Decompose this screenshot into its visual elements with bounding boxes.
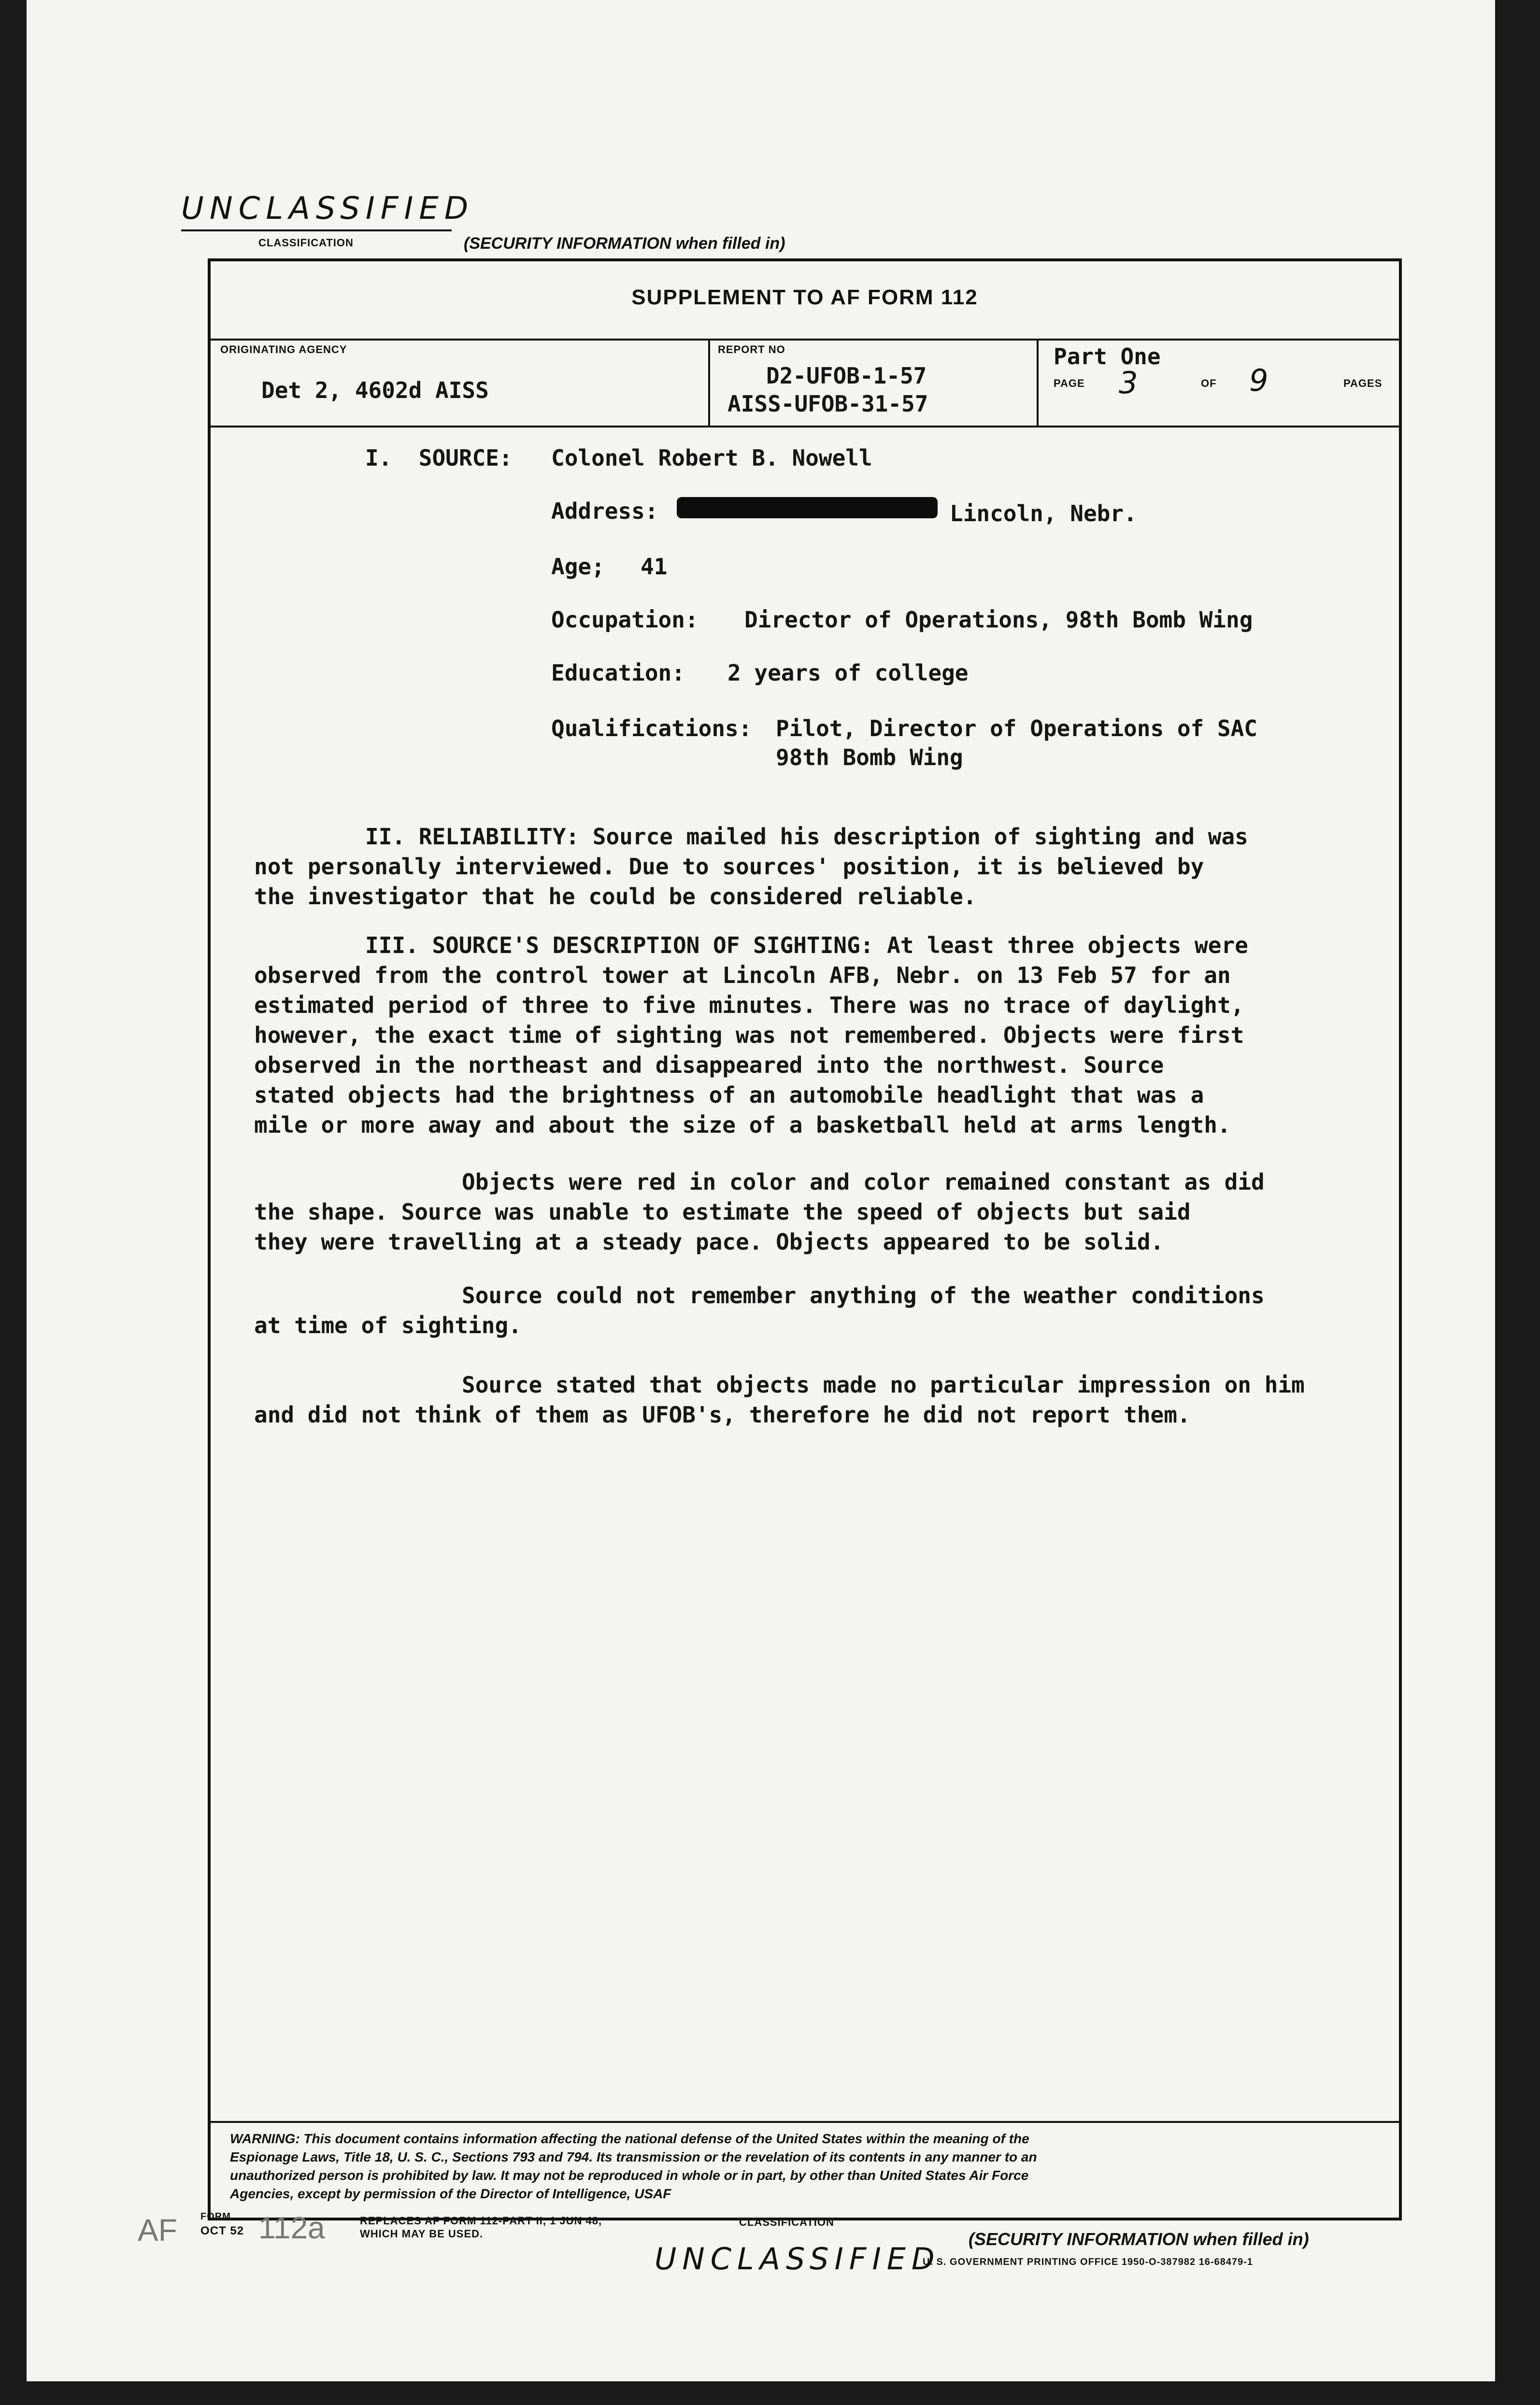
address-label: Address: — [551, 498, 658, 524]
security-note-top: (SECURITY INFORMATION when filled in) — [464, 234, 785, 253]
classification-label-top: CLASSIFICATION — [258, 237, 354, 249]
description-line: estimated period of three to five minutes. There was no trace of daylight, — [254, 992, 1244, 1018]
form-date: OCT 52 — [200, 2224, 244, 2237]
page-label: PAGE — [1054, 377, 1085, 389]
form-label: FORM — [200, 2211, 231, 2222]
qualifications-label: Qualifications: — [551, 715, 752, 741]
reliability-paragraph — [254, 822, 1248, 911]
report-no-label: REPORT NO — [718, 343, 785, 356]
warning-line: WARNING: This document contains information affecting the national defense of the United States within the meaning of the — [230, 2131, 1029, 2146]
age-value: 41 — [641, 554, 668, 580]
security-note-bottom: (SECURITY INFORMATION when filled in) — [969, 2229, 1309, 2249]
description-line: observed in the northeast and disappeared into the northwest. Source — [254, 1052, 1164, 1078]
description-line: at time of sighting. — [254, 1312, 522, 1338]
description-line: and did not think of them as UFOB's, therefore he did not report them. — [254, 1402, 1191, 1428]
description-line: observed from the control tower at Lincoln AFB, Nebr. on 13 Feb 57 for an — [254, 962, 1231, 988]
form-title: SUPPLEMENT TO AF FORM 112 — [631, 285, 978, 309]
description-paragraph-4 — [254, 1370, 1305, 1430]
occupation-label: Occupation: — [551, 607, 699, 633]
description-line: the shape. Source was unable to estimate the speed of objects but said — [254, 1199, 1191, 1225]
reliability-line-1: II. RELIABILITY: Source mailed his description of sighting and was — [365, 824, 1248, 850]
education-value: 2 years of college — [727, 660, 969, 686]
of-label: OF — [1201, 377, 1217, 389]
warning-line: Agencies, except by permission of the Director of Intelligence, USAF — [230, 2186, 671, 2201]
qualifications-line1: Pilot, Director of Operations of SAC — [776, 715, 1257, 741]
part-value: Part One — [1054, 343, 1161, 370]
page-number: 3 — [1119, 365, 1138, 400]
source-name: Colonel Robert B. Nowell — [551, 445, 872, 471]
originating-agency-label: ORIGINATING AGENCY — [220, 343, 347, 356]
address-city: Lincoln, Nebr. — [950, 500, 1137, 527]
description-paragraph-3 — [254, 1281, 1265, 1340]
description-line: Source stated that objects made no particular impression on him — [462, 1372, 1305, 1398]
replaces-line-2: WHICH MAY BE USED. — [360, 2228, 484, 2240]
reliability-line-2: not personally interviewed. Due to sources' position, it is believed by — [254, 854, 1204, 880]
form-number: 112a — [258, 2210, 325, 2245]
originating-agency-value: Det 2, 4602d AISS — [261, 377, 489, 403]
age-label: Age; — [551, 554, 605, 580]
gpo-imprint: U. S. GOVERNMENT PRINTING OFFICE 1950-O-387982 16-68479-1 — [923, 2257, 1253, 2267]
description-paragraph-1 — [254, 930, 1248, 1140]
handwritten-classification-bottom: UNCLASSIFIED — [655, 2241, 941, 2277]
document-page — [27, 0, 1495, 2381]
description-line: stated objects had the brightness of an automobile headlight that was a — [254, 1082, 1204, 1108]
description-line: however, the exact time of sighting was not remembered. Objects were first — [254, 1022, 1244, 1048]
form-prefix: AF — [138, 2213, 177, 2248]
report-no-line1: D2-UFOB-1-57 — [766, 363, 927, 389]
source-heading: I. SOURCE: — [365, 445, 513, 471]
warning-line: Espionage Laws, Title 18, U. S. C., Sections 793 and 794. Its transmission or the revelation of its contents in any manner to an — [230, 2149, 1037, 2164]
description-line: Source could not remember anything of the weather conditions — [462, 1282, 1265, 1309]
form-header-row — [211, 261, 1399, 341]
form-box — [208, 258, 1402, 2220]
form-info-row — [211, 339, 1399, 427]
description-paragraph-2 — [254, 1167, 1265, 1257]
replaces-line-1: REPLACES AF FORM 112-PART II, 1 JUN 48, — [360, 2215, 602, 2227]
description-line: they were travelling at a steady pace. Objects appeared to be solid. — [254, 1229, 1164, 1255]
occupation-value: Director of Operations, 98th Bomb Wing — [744, 607, 1253, 633]
report-no-line2: AISS-UFOB-31-57 — [727, 391, 928, 417]
warning-line: unauthorized person is prohibited by law. It may not be reproduced in whole or in part, by other than United States Air Force — [230, 2168, 1029, 2183]
redacted-address — [677, 497, 938, 518]
classification-underline — [181, 229, 452, 231]
description-line: mile or more away and about the size of a basketball held at arms length. — [254, 1112, 1231, 1138]
warning-notice — [211, 2121, 1399, 2218]
total-pages: 9 — [1249, 363, 1269, 398]
pages-label: PAGES — [1343, 377, 1383, 389]
description-line: Objects were red in color and color remained constant as did — [462, 1169, 1265, 1195]
classification-label-bottom: CLASSIFICATION — [739, 2216, 834, 2228]
divider-2 — [1037, 339, 1039, 426]
divider-1 — [708, 339, 710, 426]
qualifications-line2: 98th Bomb Wing — [776, 744, 963, 770]
education-label: Education: — [551, 660, 685, 686]
handwritten-classification-top: UNCLASSIFIED — [181, 191, 474, 227]
description-line: III. SOURCE'S DESCRIPTION OF SIGHTING: At least three objects were — [365, 932, 1248, 958]
reliability-line-3: the investigator that he could be considered reliable. — [254, 883, 977, 910]
